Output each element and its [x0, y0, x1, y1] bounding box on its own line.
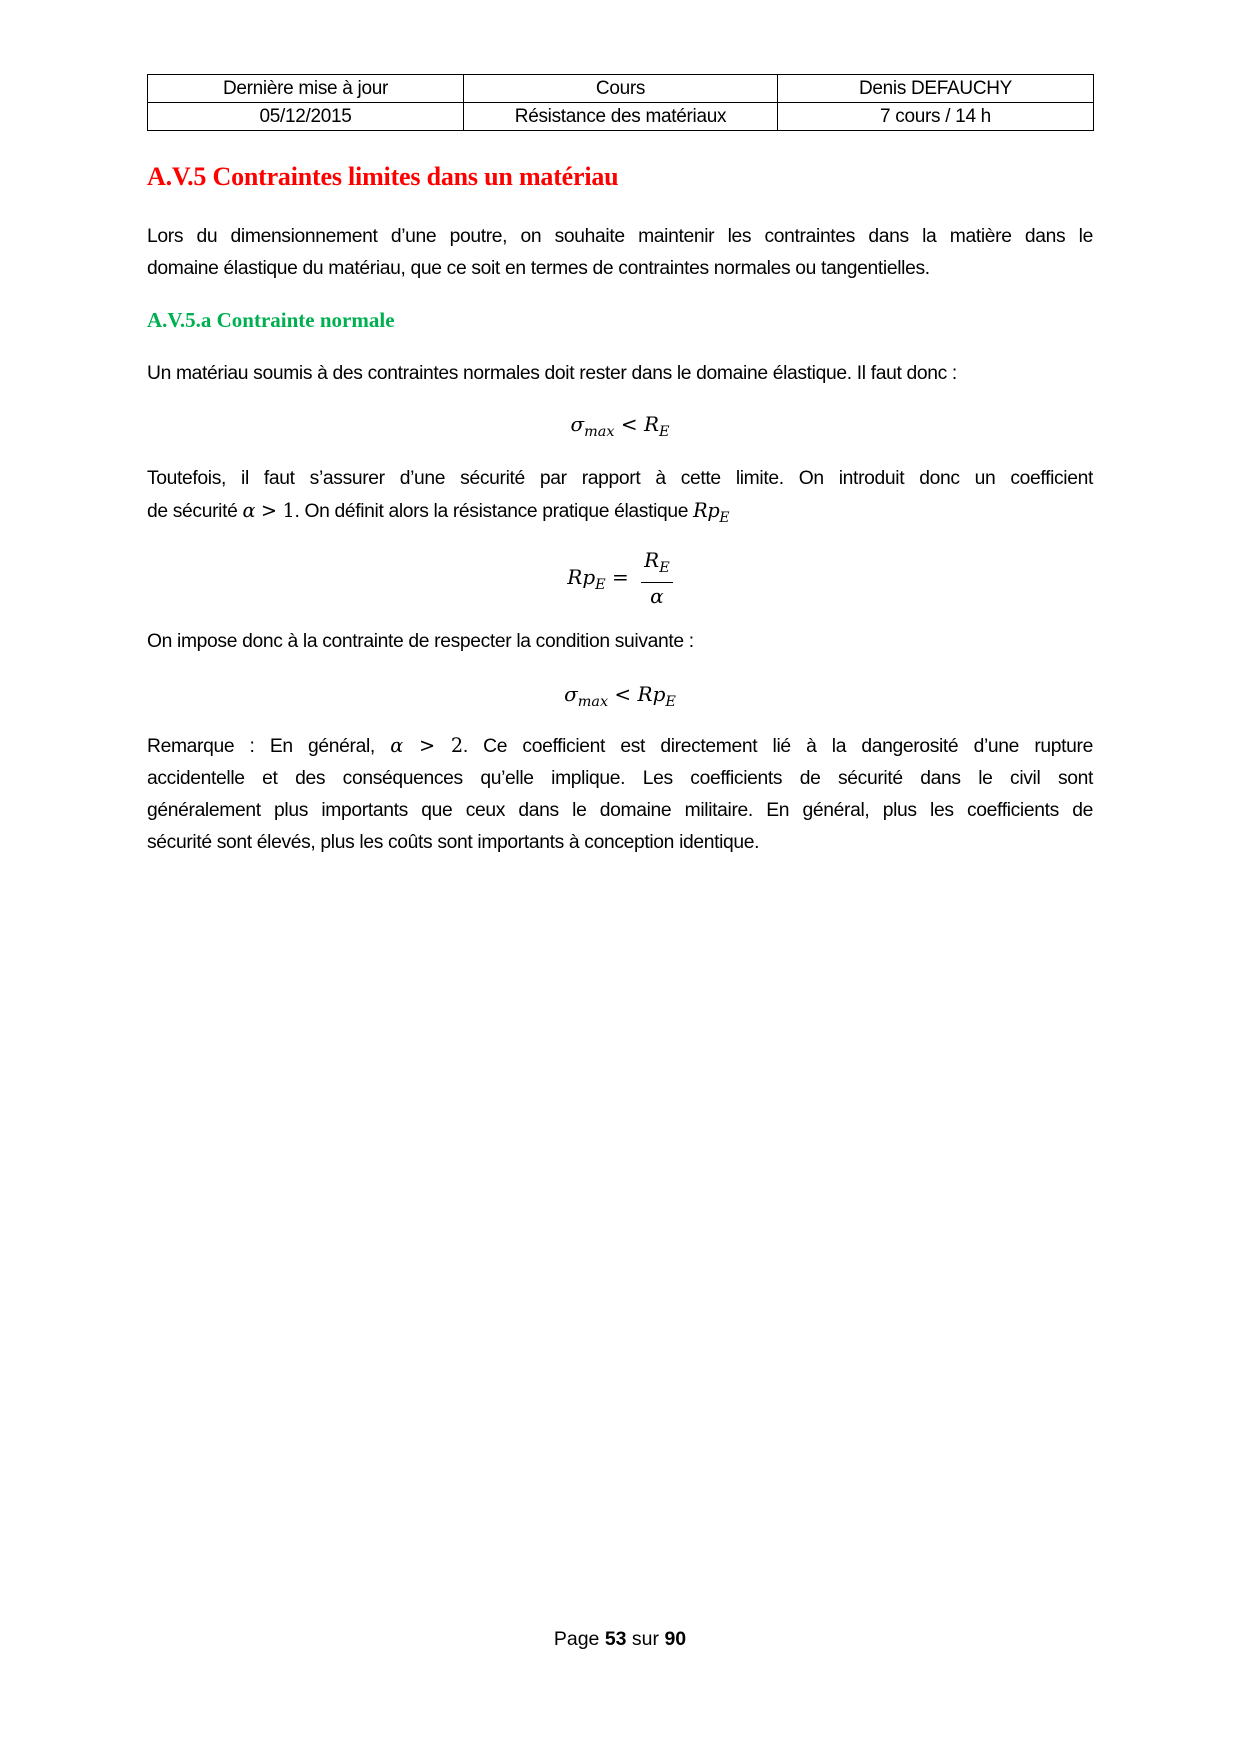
- safety-line-2: [147, 495, 1093, 534]
- eq2-lhs-sub: E: [595, 576, 606, 593]
- equation-sigma-max-lt-re: [147, 412, 1093, 440]
- eq2-op: =: [605, 564, 636, 589]
- safety-line-1: Toutefois, il faut s’assurer d’une sécurité par rapport à cette limite. On introduit donc un coefficient: [147, 468, 1093, 489]
- remark-paragraph: [147, 730, 1093, 859]
- alpha-symbol: α: [390, 734, 403, 757]
- remark-line-1: [147, 730, 1093, 763]
- fraction-numerator: [641, 548, 673, 583]
- eq1-lhs-sub: max: [584, 424, 615, 441]
- text: Remarque : En général,: [147, 736, 391, 757]
- equation-sigma-max-lt-rpe: [147, 682, 1093, 710]
- document-header-table: [147, 74, 1094, 131]
- paragraph-elastic-domain: Un matériau soumis à des contraintes normales doit rester dans le domaine élastique. Il faut donc :: [147, 363, 957, 384]
- eq1-op: <: [614, 412, 644, 436]
- remark-line-2: accidentelle et des conséquences qu’elle implique. Les coefficients de sécurité dans le civil sont: [147, 768, 1093, 789]
- header-duration: 7 cours / 14 h: [778, 103, 1094, 131]
- header-type-label: Cours: [464, 75, 778, 103]
- page-total: 90: [664, 1628, 687, 1650]
- intro-line: domaine élastique du matériau, que ce soit en termes de contraintes normales ou tangentielles.: [147, 258, 930, 279]
- paragraph-condition: On impose donc à la contrainte de respecter la condition suivante :: [147, 631, 694, 652]
- subsection-title: A.V.5.a Contrainte normale: [147, 308, 395, 332]
- header-author: Denis DEFAUCHY: [778, 75, 1094, 103]
- num-sub: E: [659, 560, 670, 577]
- page-number: 53: [604, 1628, 627, 1650]
- eq3-rhs: Rp: [637, 682, 666, 706]
- header-row-values: [148, 103, 1094, 131]
- eq3-rhs-sub: E: [665, 694, 676, 711]
- eq1-lhs: σ: [570, 412, 585, 436]
- eq1-rhs: R: [643, 412, 660, 436]
- alpha-symbol: α: [242, 499, 256, 522]
- header-course-title: Résistance des matériaux: [464, 103, 778, 131]
- eq3-op: <: [608, 682, 638, 706]
- intro-line: Lors du dimensionnement d’une poutre, on souhaite maintenir les contraintes dans la matière dans le: [147, 226, 1093, 247]
- fraction-denominator: α: [650, 584, 664, 609]
- equation-rpe-definition: [147, 548, 1093, 609]
- header-date: 05/12/2015: [148, 103, 464, 131]
- alpha-condition: > 2: [402, 734, 463, 757]
- eq2-lhs: Rp: [567, 564, 596, 589]
- eq1-rhs-sub: E: [659, 424, 670, 441]
- text: de sécurité: [147, 501, 243, 522]
- rp-symbol: Rp: [693, 499, 720, 522]
- eq3-lhs-sub: max: [577, 694, 609, 711]
- fraction: [641, 548, 673, 609]
- section-title: A.V.5 Contraintes limites dans un matériau: [147, 162, 619, 191]
- paragraph-safety-coefficient: [147, 463, 1093, 534]
- rp-sub: E: [719, 509, 730, 526]
- text: . Ce coefficient est directement lié à la dangerosité d’une rupture: [462, 736, 1093, 757]
- footer-prefix: Page: [553, 1628, 605, 1650]
- remark-line-4: sécurité sont élevés, plus les coûts sont importants à conception identique.: [147, 832, 760, 853]
- num-symbol: R: [644, 548, 660, 572]
- footer-middle: sur: [626, 1628, 665, 1650]
- header-last-update-label: Dernière mise à jour: [148, 75, 464, 103]
- header-row-labels: [148, 75, 1094, 103]
- page-footer: [147, 1628, 1093, 1651]
- eq3-lhs: σ: [564, 682, 578, 706]
- section-intro: [147, 221, 1093, 285]
- text: . On définit alors la résistance pratique élastique: [294, 501, 694, 522]
- remark-line-3: généralement plus importants que ceux dans le domaine militaire. En général, plus les coefficients de: [147, 800, 1093, 821]
- alpha-condition: > 1: [255, 499, 295, 522]
